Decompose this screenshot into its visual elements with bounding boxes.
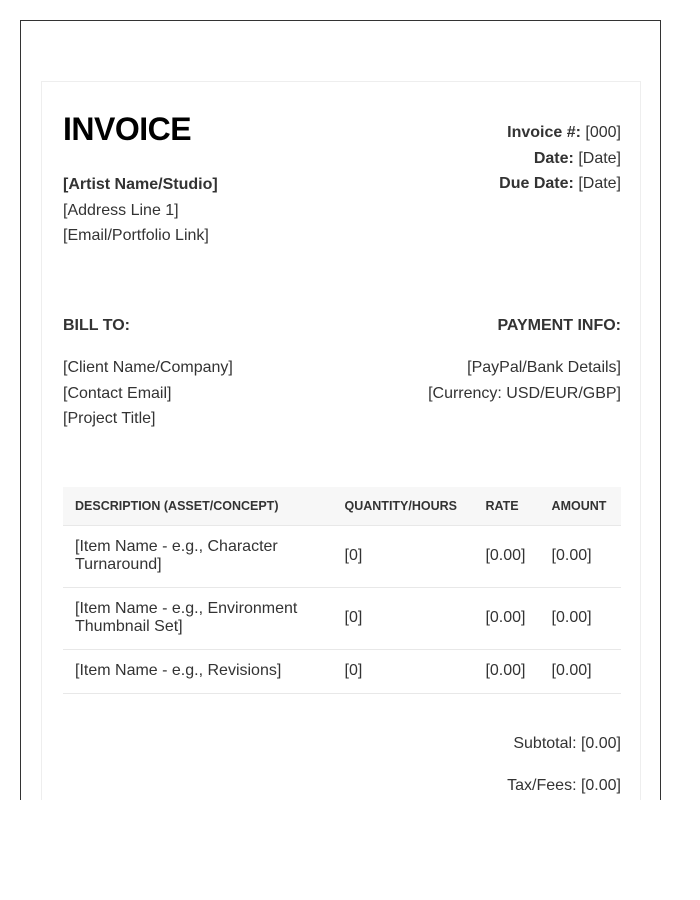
invoice-date-line [499,146,621,172]
artist-email: [Email/Portfolio Link] [63,227,209,244]
invoice-number-label: Invoice #: [507,124,581,141]
payment-method: [PayPal/Bank Details] [467,359,621,376]
header-quantity: QUANTITY/HOURS [333,487,474,525]
client-name: [Client Name/Company] [63,359,233,376]
item-description: [Item Name - e.g., Character Turnaround] [63,525,333,587]
bill-to-heading: BILL TO: [63,317,130,334]
item-rate: [0.00] [473,525,539,587]
artist-name: [Artist Name/Studio] [63,176,218,193]
invoice-card [41,81,641,800]
bill-to-details [63,355,233,432]
table-header-row [63,487,621,525]
item-quantity: [0] [333,649,474,693]
item-description: [Item Name - e.g., Revisions] [63,649,333,693]
project-title: [Project Title] [63,410,156,427]
header-amount: AMOUNT [540,487,621,525]
table-row [63,587,621,649]
due-date-value: [Date] [578,175,621,192]
subtotal-line: Subtotal: [0.00] [513,735,621,752]
artist-info [63,172,218,249]
invoice-number-line [499,120,621,146]
payment-currency: [Currency: USD/EUR/GBP] [428,384,621,402]
tax-fees-line: Tax/Fees: [0.00] [507,777,621,794]
invoice-meta [499,120,621,197]
document-frame [20,20,661,800]
due-date-line [499,171,621,197]
item-quantity: [0] [333,587,474,649]
header-description: DESCRIPTION (ASSET/CONCEPT) [63,487,333,525]
item-quantity: [0] [333,525,474,587]
client-contact-email: [Contact Email] [63,384,172,402]
item-rate: [0.00] [473,649,539,693]
invoice-date-value: [Date] [578,149,621,167]
item-amount: [0.00] [540,587,621,649]
header-rate: RATE [473,487,539,525]
item-rate: [0.00] [473,587,539,649]
totals-section [507,734,621,800]
invoice-number-value: [000] [585,124,621,141]
payment-info-heading: PAYMENT INFO: [497,317,621,334]
item-description: [Item Name - e.g., Environment Thumbnail Set] [63,587,333,649]
payment-details [428,355,621,406]
item-amount: [0.00] [540,525,621,587]
invoice-date-label: Date: [533,149,574,167]
invoice-title: INVOICE [63,111,192,147]
artist-address: [Address Line 1] [63,201,179,219]
item-amount: [0.00] [540,649,621,693]
line-items-table [63,487,621,694]
table-row [63,649,621,693]
table-row [63,525,621,587]
due-date-label: Due Date: [499,175,574,192]
